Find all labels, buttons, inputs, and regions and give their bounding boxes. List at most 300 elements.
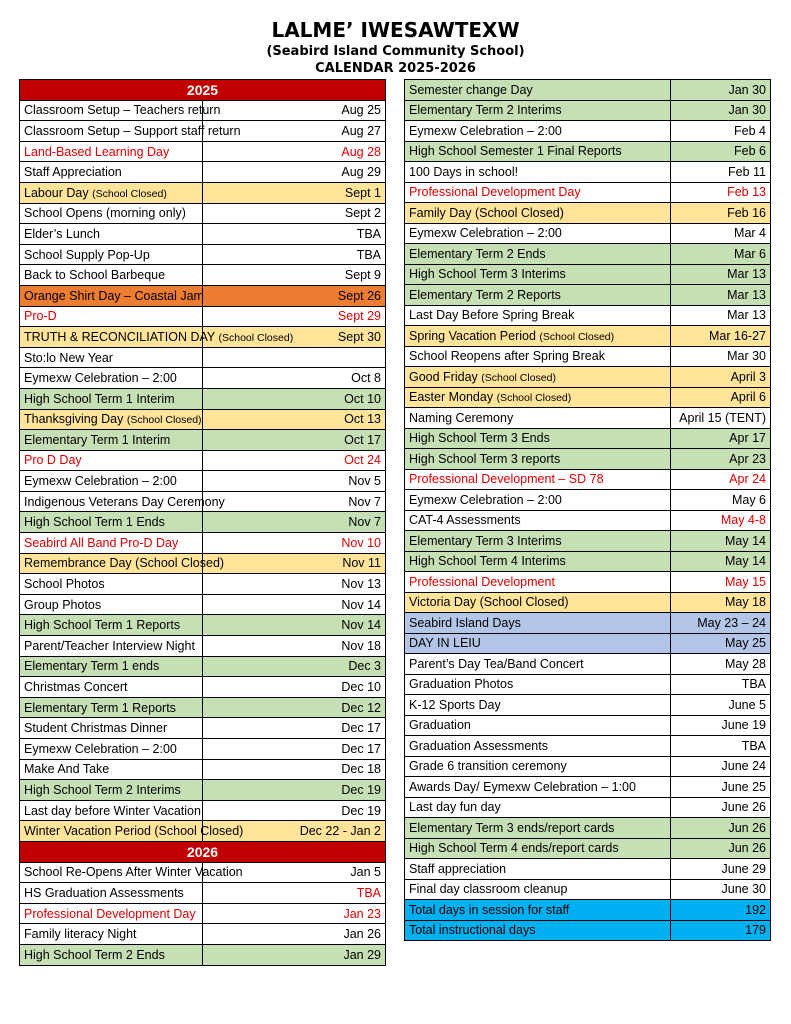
event-name: Elementary Term 2 Interims — [409, 103, 562, 118]
right-calendar-table — [404, 79, 771, 941]
event-cell — [20, 244, 203, 265]
event-cell — [20, 450, 203, 471]
calendar-row — [20, 533, 386, 554]
calendar-row — [20, 203, 386, 224]
calendar-row — [405, 695, 771, 716]
event-cell — [405, 121, 671, 142]
event-cell — [20, 430, 203, 451]
event-date: Feb 13 — [671, 182, 771, 203]
event-name: Grade 6 transition ceremony — [409, 759, 567, 774]
event-name: TRUTH & RECONCILIATION DAY — [24, 329, 215, 344]
calendar-row — [405, 920, 771, 941]
event-date: Apr 24 — [671, 469, 771, 490]
calendar-row — [20, 924, 386, 945]
event-cell — [20, 512, 203, 533]
event-date — [203, 347, 386, 368]
event-date: Jan 23 — [203, 903, 386, 924]
calendar-row — [405, 80, 771, 101]
event-name: Orange Shirt Day – Coastal Jam — [24, 288, 204, 303]
calendar-row — [405, 121, 771, 142]
calendar-row — [20, 636, 386, 657]
event-cell — [20, 903, 203, 924]
calendar-row — [405, 490, 771, 511]
event-name: Labour Day — [24, 185, 89, 200]
event-cell — [405, 879, 671, 900]
event-cell — [405, 449, 671, 470]
year-section-row — [20, 80, 386, 101]
event-name: Victoria Day (School Closed) — [409, 595, 569, 610]
event-name: Sto:lo New Year — [24, 350, 113, 365]
event-date: Aug 27 — [203, 121, 386, 142]
calendar-row — [405, 100, 771, 121]
event-name: High School Term 3 Interims — [409, 267, 566, 282]
event-date: April 3 — [671, 367, 771, 388]
event-cell — [405, 490, 671, 511]
calendar-row — [405, 305, 771, 326]
calendar-row — [20, 615, 386, 636]
event-name: Land-Based Learning Day — [24, 144, 170, 159]
event-name: Naming Ceremony — [409, 410, 514, 425]
calendar-row — [405, 367, 771, 388]
event-cell — [20, 739, 203, 760]
calendar-row — [405, 408, 771, 429]
event-date: Jan 30 — [671, 100, 771, 121]
event-date: Sept 2 — [203, 203, 386, 224]
event-name: Classroom Setup – Support staff return — [24, 123, 241, 138]
event-date: TBA — [671, 674, 771, 695]
event-cell — [405, 715, 671, 736]
event-name: Elementary Term 1 ends — [24, 659, 160, 674]
calendar-row — [405, 551, 771, 572]
event-date: Aug 29 — [203, 162, 386, 183]
event-cell — [20, 533, 203, 554]
event-date: May 15 — [671, 572, 771, 593]
event-date: Nov 11 — [203, 553, 386, 574]
calendar-row — [405, 674, 771, 695]
event-cell — [20, 594, 203, 615]
event-date: Dec 17 — [203, 739, 386, 760]
calendar-row — [405, 346, 771, 367]
event-cell — [20, 203, 203, 224]
calendar-row — [20, 594, 386, 615]
event-date: Feb 4 — [671, 121, 771, 142]
calendar-row — [405, 531, 771, 552]
calendar-row — [405, 162, 771, 183]
calendar-row — [405, 879, 771, 900]
event-date: Aug 28 — [203, 141, 386, 162]
calendar-row — [405, 777, 771, 798]
calendar-row — [405, 223, 771, 244]
event-name: Pro D Day — [24, 453, 82, 468]
event-date: Mar 16-27 — [671, 326, 771, 347]
event-date: April 15 (TENT) — [671, 408, 771, 429]
event-cell — [20, 100, 221, 121]
calendar-row — [20, 553, 386, 574]
event-name: School Opens (morning only) — [24, 206, 186, 221]
event-name: Semester change Day — [409, 82, 533, 97]
event-date: Oct 10 — [203, 388, 386, 409]
event-date: June 29 — [671, 859, 771, 880]
event-cell — [20, 780, 203, 801]
event-date: Sept 30 — [203, 327, 386, 348]
event-date: May 14 — [671, 531, 771, 552]
calendar-row — [405, 900, 771, 921]
event-date: June 19 — [671, 715, 771, 736]
event-cell — [405, 264, 671, 285]
event-name: Last day before Winter Vacation — [24, 803, 201, 818]
event-date: June 30 — [671, 879, 771, 900]
event-name: Eymexw Celebration – 2:00 — [409, 492, 562, 507]
calendar-row — [405, 592, 771, 613]
event-date: Jun 26 — [671, 838, 771, 859]
event-date: May 18 — [671, 592, 771, 613]
event-cell — [20, 121, 241, 142]
event-date: May 6 — [671, 490, 771, 511]
event-date: May 28 — [671, 654, 771, 675]
event-name: School Re-Opens After Winter Vacation — [24, 865, 243, 880]
event-name: K-12 Sports Day — [409, 697, 501, 712]
event-name: Elementary Term 1 Interim — [24, 432, 171, 447]
event-date: TBA — [203, 244, 386, 265]
calendar-row — [405, 818, 771, 839]
event-name: High School Term 4 Interims — [409, 554, 566, 569]
calendar-row — [20, 409, 386, 430]
event-date: Mar 13 — [671, 285, 771, 306]
event-cell — [20, 883, 203, 904]
event-cell — [20, 924, 203, 945]
event-date: Nov 5 — [203, 471, 386, 492]
calendar-row — [20, 450, 386, 471]
event-cell — [20, 306, 203, 327]
event-date: Nov 18 — [203, 636, 386, 657]
event-cell — [20, 800, 203, 821]
event-note: (School Closed) — [126, 414, 202, 427]
calendar-row — [20, 512, 386, 533]
event-cell — [405, 100, 671, 121]
event-name: School Supply Pop-Up — [24, 247, 150, 262]
event-cell — [20, 821, 244, 842]
event-cell — [20, 182, 203, 203]
event-name: Professional Development Day — [409, 185, 581, 200]
calendar-row — [20, 182, 386, 203]
event-cell — [405, 80, 671, 101]
event-name: Parent/Teacher Interview Night — [24, 638, 195, 653]
event-date: Mar 30 — [671, 346, 771, 367]
event-name: Elementary Term 1 Reports — [24, 700, 176, 715]
event-date: Feb 16 — [671, 203, 771, 224]
event-name: Final day classroom cleanup — [409, 882, 568, 897]
event-note: (School Closed) — [539, 330, 615, 343]
calendar-row — [405, 449, 771, 470]
event-date: Apr 23 — [671, 449, 771, 470]
calendar-row — [20, 780, 386, 801]
calendar-row — [405, 736, 771, 757]
event-name: CAT-4 Assessments — [409, 513, 521, 528]
calendar-row — [20, 491, 386, 512]
school-name: (Seabird Island Community School) — [266, 44, 525, 59]
event-cell — [20, 636, 203, 657]
calendar-row — [20, 141, 386, 162]
event-date: Nov 7 — [203, 512, 386, 533]
calendar-row — [405, 428, 771, 449]
calendar-row — [20, 677, 386, 698]
event-cell — [20, 347, 203, 368]
event-date: Mar 13 — [671, 264, 771, 285]
year-section-label: 2025 — [20, 80, 386, 101]
calendar-row — [20, 883, 386, 904]
event-date: Feb 11 — [671, 162, 771, 183]
event-name: HS Graduation Assessments — [24, 885, 184, 900]
event-name: Last day fun day — [409, 800, 501, 815]
event-name: Eymexw Celebration – 2:00 — [24, 741, 177, 756]
event-date: Jan 5 — [203, 862, 386, 883]
event-cell — [20, 471, 203, 492]
event-name: Professional Development — [409, 574, 555, 589]
calendar-row — [20, 265, 386, 286]
event-name: Spring Vacation Period — [409, 328, 536, 343]
event-name: School Reopens after Spring Break — [409, 349, 605, 364]
event-name: High School Semester 1 Final Reports — [409, 144, 622, 159]
calendar-row — [20, 121, 386, 142]
event-name: Make And Take — [24, 762, 110, 777]
event-cell — [20, 327, 294, 348]
event-name: High School Term 1 Ends — [24, 515, 165, 530]
event-date: Nov 13 — [203, 574, 386, 595]
calendar-row — [405, 244, 771, 265]
event-name: 100 Days in school! — [409, 164, 519, 179]
event-name: Seabird All Band Pro-D Day — [24, 535, 179, 550]
event-name: Good Friday — [409, 369, 478, 384]
event-note: (School Closed) — [481, 371, 556, 384]
event-cell — [20, 491, 225, 512]
event-cell — [405, 244, 671, 265]
event-name: DAY IN LEIU — [409, 636, 481, 651]
event-cell — [405, 613, 671, 634]
event-date: May 4-8 — [671, 510, 771, 531]
event-date: Oct 24 — [203, 450, 386, 471]
calendar-row — [20, 327, 386, 348]
calendar-row — [20, 430, 386, 451]
event-name: High School Term 2 Interims — [24, 782, 181, 797]
event-cell — [405, 305, 671, 326]
calendar-row — [20, 718, 386, 739]
event-cell — [20, 285, 203, 306]
event-name: Eymexw Celebration – 2:00 — [409, 226, 562, 241]
calendar-row — [20, 368, 386, 389]
event-cell — [405, 818, 671, 839]
event-name: Indigenous Veterans Day Ceremony — [24, 494, 225, 509]
event-cell — [405, 736, 671, 757]
left-calendar-table — [19, 79, 386, 966]
calendar-row — [405, 715, 771, 736]
event-cell — [405, 469, 671, 490]
calendar-row — [405, 654, 771, 675]
calendar-row — [20, 574, 386, 595]
event-date: Nov 14 — [203, 594, 386, 615]
event-name: Christmas Concert — [24, 680, 128, 695]
event-note: (School Closed) — [92, 187, 167, 200]
calendar-row — [20, 903, 386, 924]
calendar-row — [20, 821, 386, 842]
calendar-row — [20, 347, 386, 368]
event-name: Winter Vacation Period (School Closed) — [24, 824, 244, 839]
event-cell — [405, 633, 671, 654]
event-name: Pro-D — [24, 309, 57, 324]
event-name: Professional Development – SD 78 — [409, 472, 604, 487]
event-cell — [405, 797, 671, 818]
event-cell — [405, 531, 671, 552]
event-name: School Photos — [24, 577, 105, 592]
calendar-row — [20, 224, 386, 245]
event-date: May 14 — [671, 551, 771, 572]
calendar-row — [405, 797, 771, 818]
event-date: Mar 4 — [671, 223, 771, 244]
event-cell — [20, 553, 225, 574]
calendar-row — [405, 387, 771, 408]
event-cell — [405, 674, 671, 695]
calendar-row — [20, 100, 386, 121]
event-name: Parent’s Day Tea/Band Concert — [409, 656, 584, 671]
calendar-row — [20, 697, 386, 718]
event-cell — [405, 182, 671, 203]
calendar-row — [405, 182, 771, 203]
event-cell — [405, 859, 671, 880]
event-date: Sept 1 — [203, 182, 386, 203]
event-cell — [20, 574, 203, 595]
event-date: Dec 22 - Jan 2 — [203, 821, 386, 842]
event-name: High School Term 2 Ends — [24, 947, 165, 962]
calendar-row — [20, 388, 386, 409]
event-cell — [405, 285, 671, 306]
event-name: Elementary Term 3 Interims — [409, 533, 562, 548]
calendar-row — [405, 572, 771, 593]
event-date: Dec 17 — [203, 718, 386, 739]
event-cell — [405, 141, 671, 162]
calendar-title: LALME’ IWESAWTEXW — [271, 18, 520, 42]
event-date: Mar 6 — [671, 244, 771, 265]
event-cell — [405, 428, 671, 449]
event-note: (School Closed) — [496, 392, 572, 405]
calendar-row — [405, 633, 771, 654]
calendar-row — [405, 469, 771, 490]
event-name: High School Term 3 Ends — [409, 431, 550, 446]
event-date: Jan 30 — [671, 80, 771, 101]
calendar-row — [20, 244, 386, 265]
event-cell — [20, 697, 203, 718]
event-date: Dec 3 — [203, 656, 386, 677]
event-date: 192 — [671, 900, 771, 921]
event-name: High School Term 4 ends/report cards — [409, 841, 619, 856]
calendar-row — [20, 471, 386, 492]
event-date: April 6 — [671, 387, 771, 408]
event-date: Oct 13 — [203, 409, 386, 430]
calendar-row — [405, 613, 771, 634]
calendar-row — [405, 859, 771, 880]
event-date: Nov 7 — [203, 491, 386, 512]
event-cell — [405, 756, 671, 777]
event-date: June 26 — [671, 797, 771, 818]
event-note: (School Closed) — [218, 331, 294, 344]
event-cell — [405, 572, 671, 593]
event-name: Family literacy Night — [24, 927, 137, 942]
event-name: High School Term 1 Reports — [24, 618, 181, 633]
event-name: High School Term 3 reports — [409, 451, 561, 466]
event-cell — [405, 592, 671, 613]
event-date: Dec 12 — [203, 697, 386, 718]
event-name: Graduation — [409, 718, 471, 733]
event-date: May 25 — [671, 633, 771, 654]
calendar-row — [405, 285, 771, 306]
event-cell — [405, 838, 671, 859]
event-cell — [405, 387, 671, 408]
year-section-label: 2026 — [20, 841, 386, 862]
calendar-row — [20, 306, 386, 327]
event-date: 179 — [671, 920, 771, 941]
event-name: Student Christmas Dinner — [24, 721, 168, 736]
event-date: Sept 26 — [203, 285, 386, 306]
event-date: Dec 19 — [203, 800, 386, 821]
event-name: Last Day Before Spring Break — [409, 308, 575, 323]
event-date: TBA — [203, 224, 386, 245]
event-date: Jan 26 — [203, 924, 386, 945]
event-cell — [405, 777, 671, 798]
event-cell — [405, 654, 671, 675]
event-cell — [405, 920, 671, 941]
event-date: Mar 13 — [671, 305, 771, 326]
event-cell — [20, 759, 203, 780]
event-date: Dec 19 — [203, 780, 386, 801]
calendar-row — [20, 739, 386, 760]
event-name: Staff Appreciation — [24, 165, 122, 180]
calendar-row — [405, 838, 771, 859]
event-date: Oct 8 — [203, 368, 386, 389]
calendar-row — [405, 510, 771, 531]
calendar-row — [405, 203, 771, 224]
event-cell — [20, 409, 203, 430]
event-name: Elementary Term 2 Ends — [409, 246, 546, 261]
event-cell — [405, 162, 671, 183]
event-date: June 5 — [671, 695, 771, 716]
year-section-row — [20, 841, 386, 862]
event-name: Group Photos — [24, 597, 102, 612]
calendar-row — [20, 944, 386, 965]
calendar-row — [20, 759, 386, 780]
calendar-row — [405, 264, 771, 285]
event-cell — [405, 510, 671, 531]
calendar-row — [20, 656, 386, 677]
event-date: Dec 18 — [203, 759, 386, 780]
event-cell — [405, 326, 671, 347]
event-cell — [405, 551, 671, 572]
event-name: Thanksgiving Day — [24, 412, 124, 427]
event-date: Sept 9 — [203, 265, 386, 286]
event-name: Classroom Setup – Teachers return — [24, 103, 221, 118]
event-name: Total days in session for staff — [409, 902, 570, 917]
calendar-row — [20, 285, 386, 306]
calendar-row — [405, 756, 771, 777]
calendar-row — [20, 862, 386, 883]
event-cell — [405, 223, 671, 244]
event-name: Awards Day/ Eymexw Celebration – 1:00 — [409, 779, 636, 794]
event-date: TBA — [671, 736, 771, 757]
event-cell — [20, 718, 203, 739]
calendar-row — [405, 326, 771, 347]
event-name: Seabird Island Days — [409, 615, 521, 630]
event-name: Easter Monday — [409, 390, 494, 405]
event-cell — [20, 656, 203, 677]
event-cell — [20, 944, 203, 965]
event-name: High School Term 1 Interim — [24, 391, 175, 406]
